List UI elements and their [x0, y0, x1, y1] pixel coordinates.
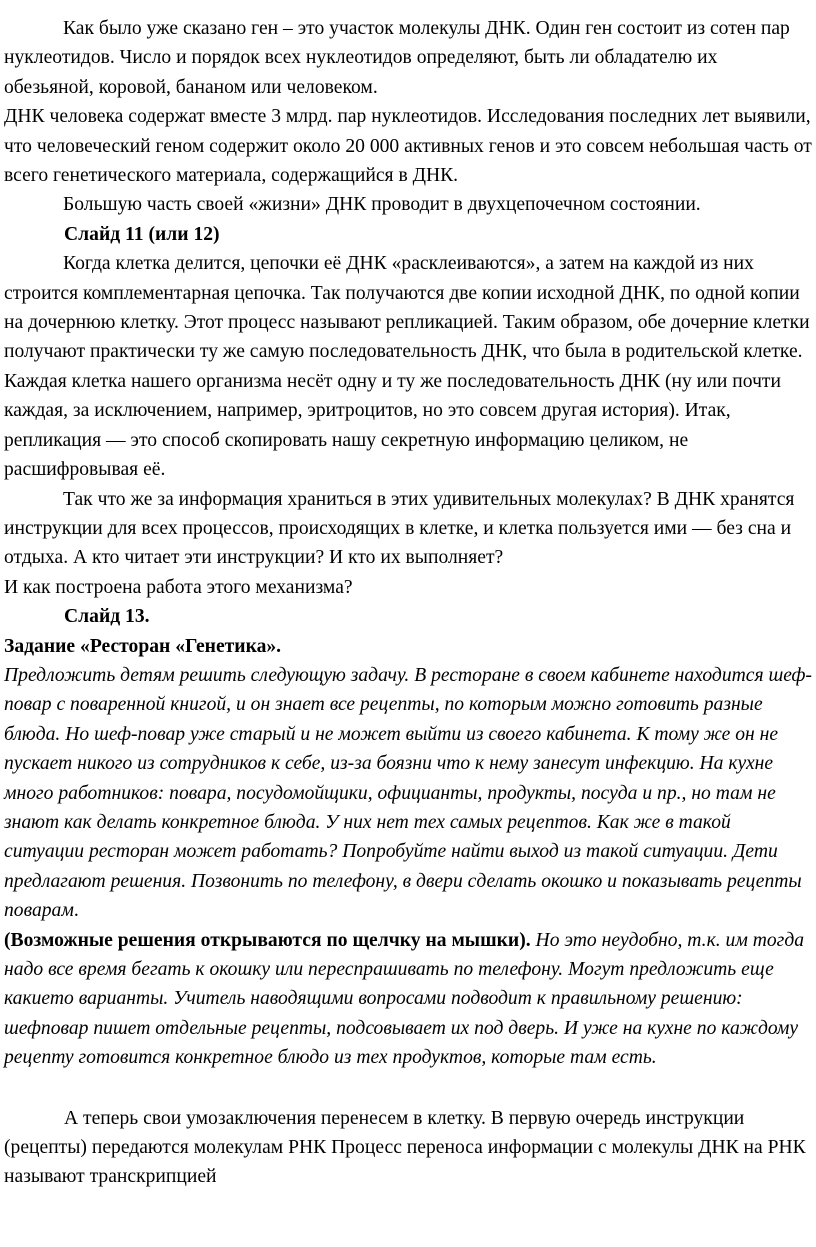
paragraph-double-strand: Большую часть своей «жизни» ДНК проводит в двухцепочечном состоянии. — [63, 194, 701, 216]
paragraph-instructions-question: Так что же за информация храниться в этих удивительных молекулах? В ДНК хранятся инструкции для всех процессов, происходящих в клетке, и клетка пользуется ими — без сна и отдыха. А кто читает эти инструкции? И кто их выполняет? — [4, 488, 795, 569]
paragraph-gap — [4, 1073, 812, 1104]
paragraph-replication: Когда клетка делится, цепочки её ДНК «расклеиваются», а затем на каждой из них строится комплементарная цепочка. Так получаются две копии исходной ДНК, по одной копии на дочернюю клетку. Этот процесс называют репликацией. Таким образом, обе дочерние клетки получают практически ту же самую последовательность ДНК, что была в родительской клетке. — [4, 253, 810, 363]
heading-slide-11: Слайд 11 (или 12) — [64, 223, 220, 245]
paragraph-gene-definition: Как было уже сказано ген – это участок молекулы ДНК. Один ген состоит из сотен пар нуклеотидов. Число и порядок всех нуклеотидов определяют, быть ли обладателю их обезьяной, коровой, бананом или человеком. — [4, 18, 790, 98]
paragraph-mechanism-question: И как построена работа этого механизма? — [4, 576, 353, 598]
task-title: Задание «Ресторан «Генетика». — [4, 635, 282, 657]
task-tail: Но это неудобно, т.к. им тогда надо все время бегать к окошку или переспрашивать по телефону. Могут предложить еще какието варианты. Учитель наводящими вопросами подводит к правильному решению: шефповар пишет отдельные рецепты, подсовывает их под дверь. И уже на кухне по каждому рецепту готовится конкретное блюдо из тех продуктов, которые там есть. — [4, 929, 805, 1069]
heading-slide-13: Слайд 13. — [64, 606, 150, 628]
task-text: Предложить детям решить следующую задачу. В ресторане в своем кабинете находится шеф-повар с поваренной книгой, и он знает все рецепты, по которым можно готовить разные блюда. Но шеф-повар уже старый и не может выйти из своего кабинета. К тому же он не пускает никого из сотрудников к себе, из-за боязни что к нему занесут инфекцию. На кухне много работников: повара, посудомойщики, официанты, продукты, посуда и пр., но там не знают как делать конкретное блюда. У них нет тех самых рецептов. Как же в такой ситуации ресторан может работать? Попробуйте найти выход из такой ситуации. Дети предлагают решения. Позвонить по телефону, в двери сделать окошко и показывать рецепты поварам — [4, 664, 812, 922]
task-dot: . — [73, 900, 79, 922]
paragraph-human-dna: ДНК человека содержат вместе 3 млрд. пар нуклеотидов. Исследования последних лет выявили, что человеческий геном содержит около 20 000 активных генов и это совсем небольшая часть от всего генетического материала, содержащийся в ДНК. — [4, 106, 812, 187]
task-hint-bold: (Возможные решения открываются по щелчку на мышки). — [4, 929, 531, 951]
paragraph-conclusion-start: А теперь свои умозаключения перенесем в клетку. В первую очередь инструкции — [64, 1107, 745, 1129]
task-description — [4, 661, 812, 1073]
paragraph-conclusion-end: (рецепты) передаются молекулам РНК Процесс переноса информации с молекулы ДНК на РНК называют транскрипцией — [4, 1137, 806, 1188]
paragraph-every-cell: Каждая клетка нашего организма несёт одну и ту же последовательность ДНК (ну или почти каждая, за исключением, например, эритроцитов, но это совсем другая история). Итак, репликация — это способ скопировать нашу секретную информацию целиком, не расшифровывая её. — [4, 370, 781, 481]
